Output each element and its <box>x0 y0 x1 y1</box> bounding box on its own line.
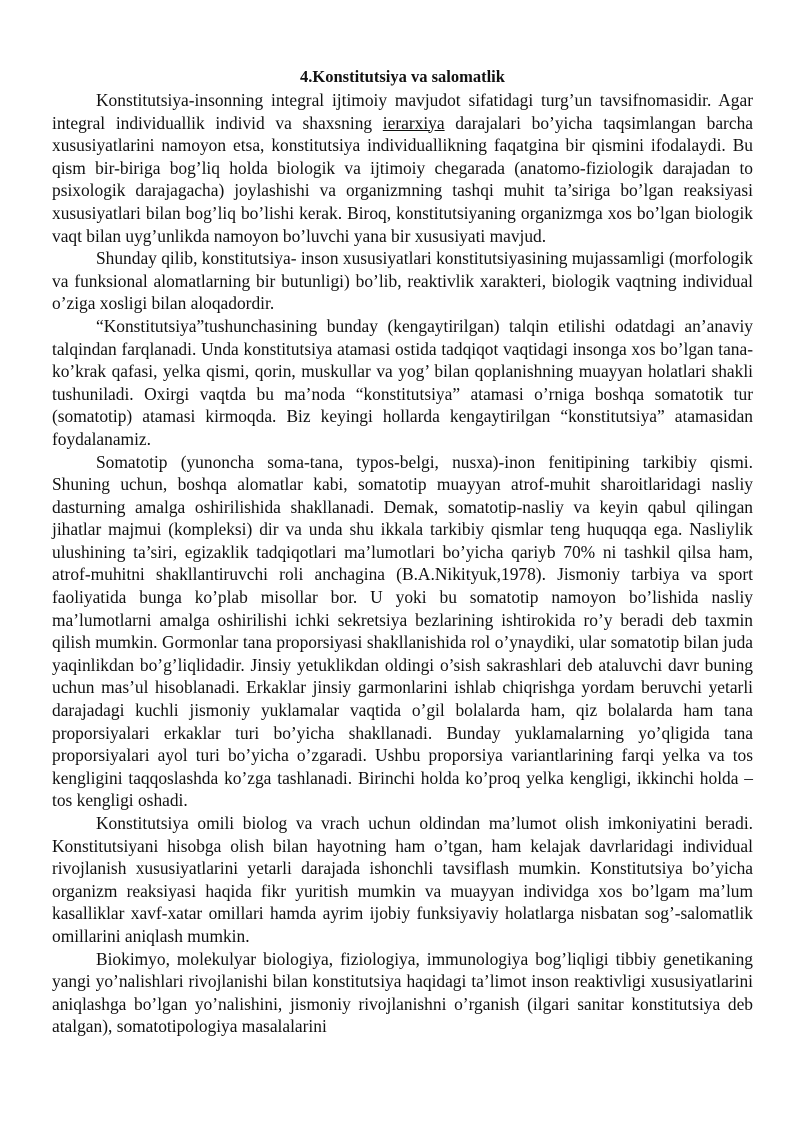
paragraph-3: “Konstitutsiya”tushunchasining bunday (kengaytirilgan) talqin etilishi odatdagi an’anaviy talqindan farqlanadi. Unda konstitutsiya atamasi ostida tadqiqot vaqtidagi insonga xos bo’lgan tana-ko’krak qafasi, yelka qismi, qorin, muskullar va yog’ bilan qoplanishning muayyan holatlari shakli tushuniladi. Oxirgi vaqtda bu ma’noda “konstitutsiya” atamasi o’rniga boshqa somatotik tur (somatotip) atamasi kirmoqda. Biz keyingi hollarda kengaytirilgan “konstitutsiya” atamasidan foydalanamiz. <box>52 315 753 449</box>
paragraph-6: Biokimyo, molekulyar biologiya, fiziologiya, immunologiya bog’liqligi tibbiy genetikaning yangi yo’nalishlari rivojlanishi bilan konstitutsiya haqidagi ta’limot inson reaktivligi xususiyatlarini aniqlashga bo’lgan yo’nalishini, jismoniy rivojlanishni o’rganish (ilgari sanitar konstitutsiya deb atalgan), somatotipologiya masalalarini <box>52 948 753 1037</box>
paragraph-1-text-start: Konstitutsiya-insonning integral ijtimoiy mavjudot sifatidagi turg’un tavsifnomasidir. Agar integral individuallik individ va shaxsning <box>52 90 753 133</box>
paragraph-1 <box>52 89 753 247</box>
paragraph-4: Somatotip (yunoncha soma-tana, typos-belgi, nusxa)-inon fenitipining tarkibiy qismi. Shuning uchun, boshqa alomatlar kabi, somatotip muayyan atrof-muhit sharoitlaridagi nasliy dasturning amalga oshirilishida shakllanadi. Demak, somatotip-nasliy va keyin qabul qilingan jihatlar majmui (kompleksi) dir va unda shu ikkala tarkibiy qismlar teng huquqqa ega. Nasliylik ulushining ta’siri, egizaklik tadqiqotlari ma’lumotlari bo’yicha qariyb 70% ni tashkil qilsa ham, atrof-muhitni shakllantiruvchi roli anchagina (B.A.Nikityuk,1978). Jismoniy tarbiya va sport faoliyatida bunga ko’plab misollar bor. U yoki bu somatotip namoyon bo’lishida nasliy ma’lumotlarni amalga oshirilishi ichki sekretsiya bezlarining ishtirokida ro’y beradi deb taxmin qilish mumkin. Gormonlar tana proporsiyasi shakllanishida rol o’ynaydiki, ular somatotip bilan juda yaqinlikdan bo’g’liqlidadir. Jinsiy yetuklikdan oldingi o’sish sakrashlari deb ataluvchi davr buning uchun mas’ul hisoblanadi. Erkaklar jinsiy garmonlarini ishlab chiqrishga yordam beruvchi yetarli darajadagi kuchli jismoniy yuklamalar vaqtida o’gil bolalarda ham, qiz bolalarda ham tana proporsiyalari erkaklar turi bo’yicha shakllanadi. Bunday yuklamalarning yo’qligida tana proporsiyalari ayol turi bo’yicha o’zgaradi. Ushbu proporsiya variantlarining farqi yelka va tos kengligini taqqoslashda ko’zga tashlanadi. Birinchi holda ko’proq yelka kengligi, ikkinchi holda –tos kengligi oshadi. <box>52 451 753 811</box>
paragraph-5: Konstitutsiya omili biolog va vrach uchun oldindan ma’lumot olish imkoniyatini beradi. Konstitutsiyani hisobga olish bilan hayotning ham o’tgan, ham kelajak davrlaridagi individual rivojlanish xususiyatlarini yetarli darajada ishonchli tavsiflash mumkin. Konstitutsiya bo’yicha organizm reaksiyasi haqida fikr yuritish mumkin va muayyan individga xos bo’lgam ma’lum kasalliklar xavf-xatar omillari hamda ayrim ijobiy funksiyaviy holatlarga nisbatan sog’-salomatlik omillarini aniqlash mumkin. <box>52 813 753 946</box>
paragraph-1-text-end: darajalari bo’yicha taqsimlangan barcha xususiyatlarini namoyon etsa, konstitutsiya individuallikning faqatgina bir qismini ifodalaydi. Bu qism bir-biriga bog’liq holda biologik va ijtimoiy chegarada (anatomo-fiziologik darajadan to psixologik darajagacha) joylashishi va organizmning tashqi muhit ta’siriga bo’lgan reaksiyasi xususiyatlari bilan bog’liq bo’lishi kerak. Biroq, konstitutsiyaning organizmga xos bo’lgan biologik vaqt bilan uyg’unlikda namoyon bo’luvchi yana bir xususiyati mavjud. <box>52 112 753 246</box>
hyperlink-ierarxiya[interactable]: ierarxiya <box>382 112 445 133</box>
paragraph-2: Shunday qilib, konstitutsiya- inson xususiyatlari konstitutsiyasining mujassamligi (morfologik va funksional alomatlarning bir butunligi) bo’lib, reaktivlik xarakteri, biologik vaqtning individual o’ziga xosligi bilan aloqadordir. <box>52 248 753 314</box>
section-title: 4.Konstitutsiya va salomatlik <box>300 67 505 86</box>
